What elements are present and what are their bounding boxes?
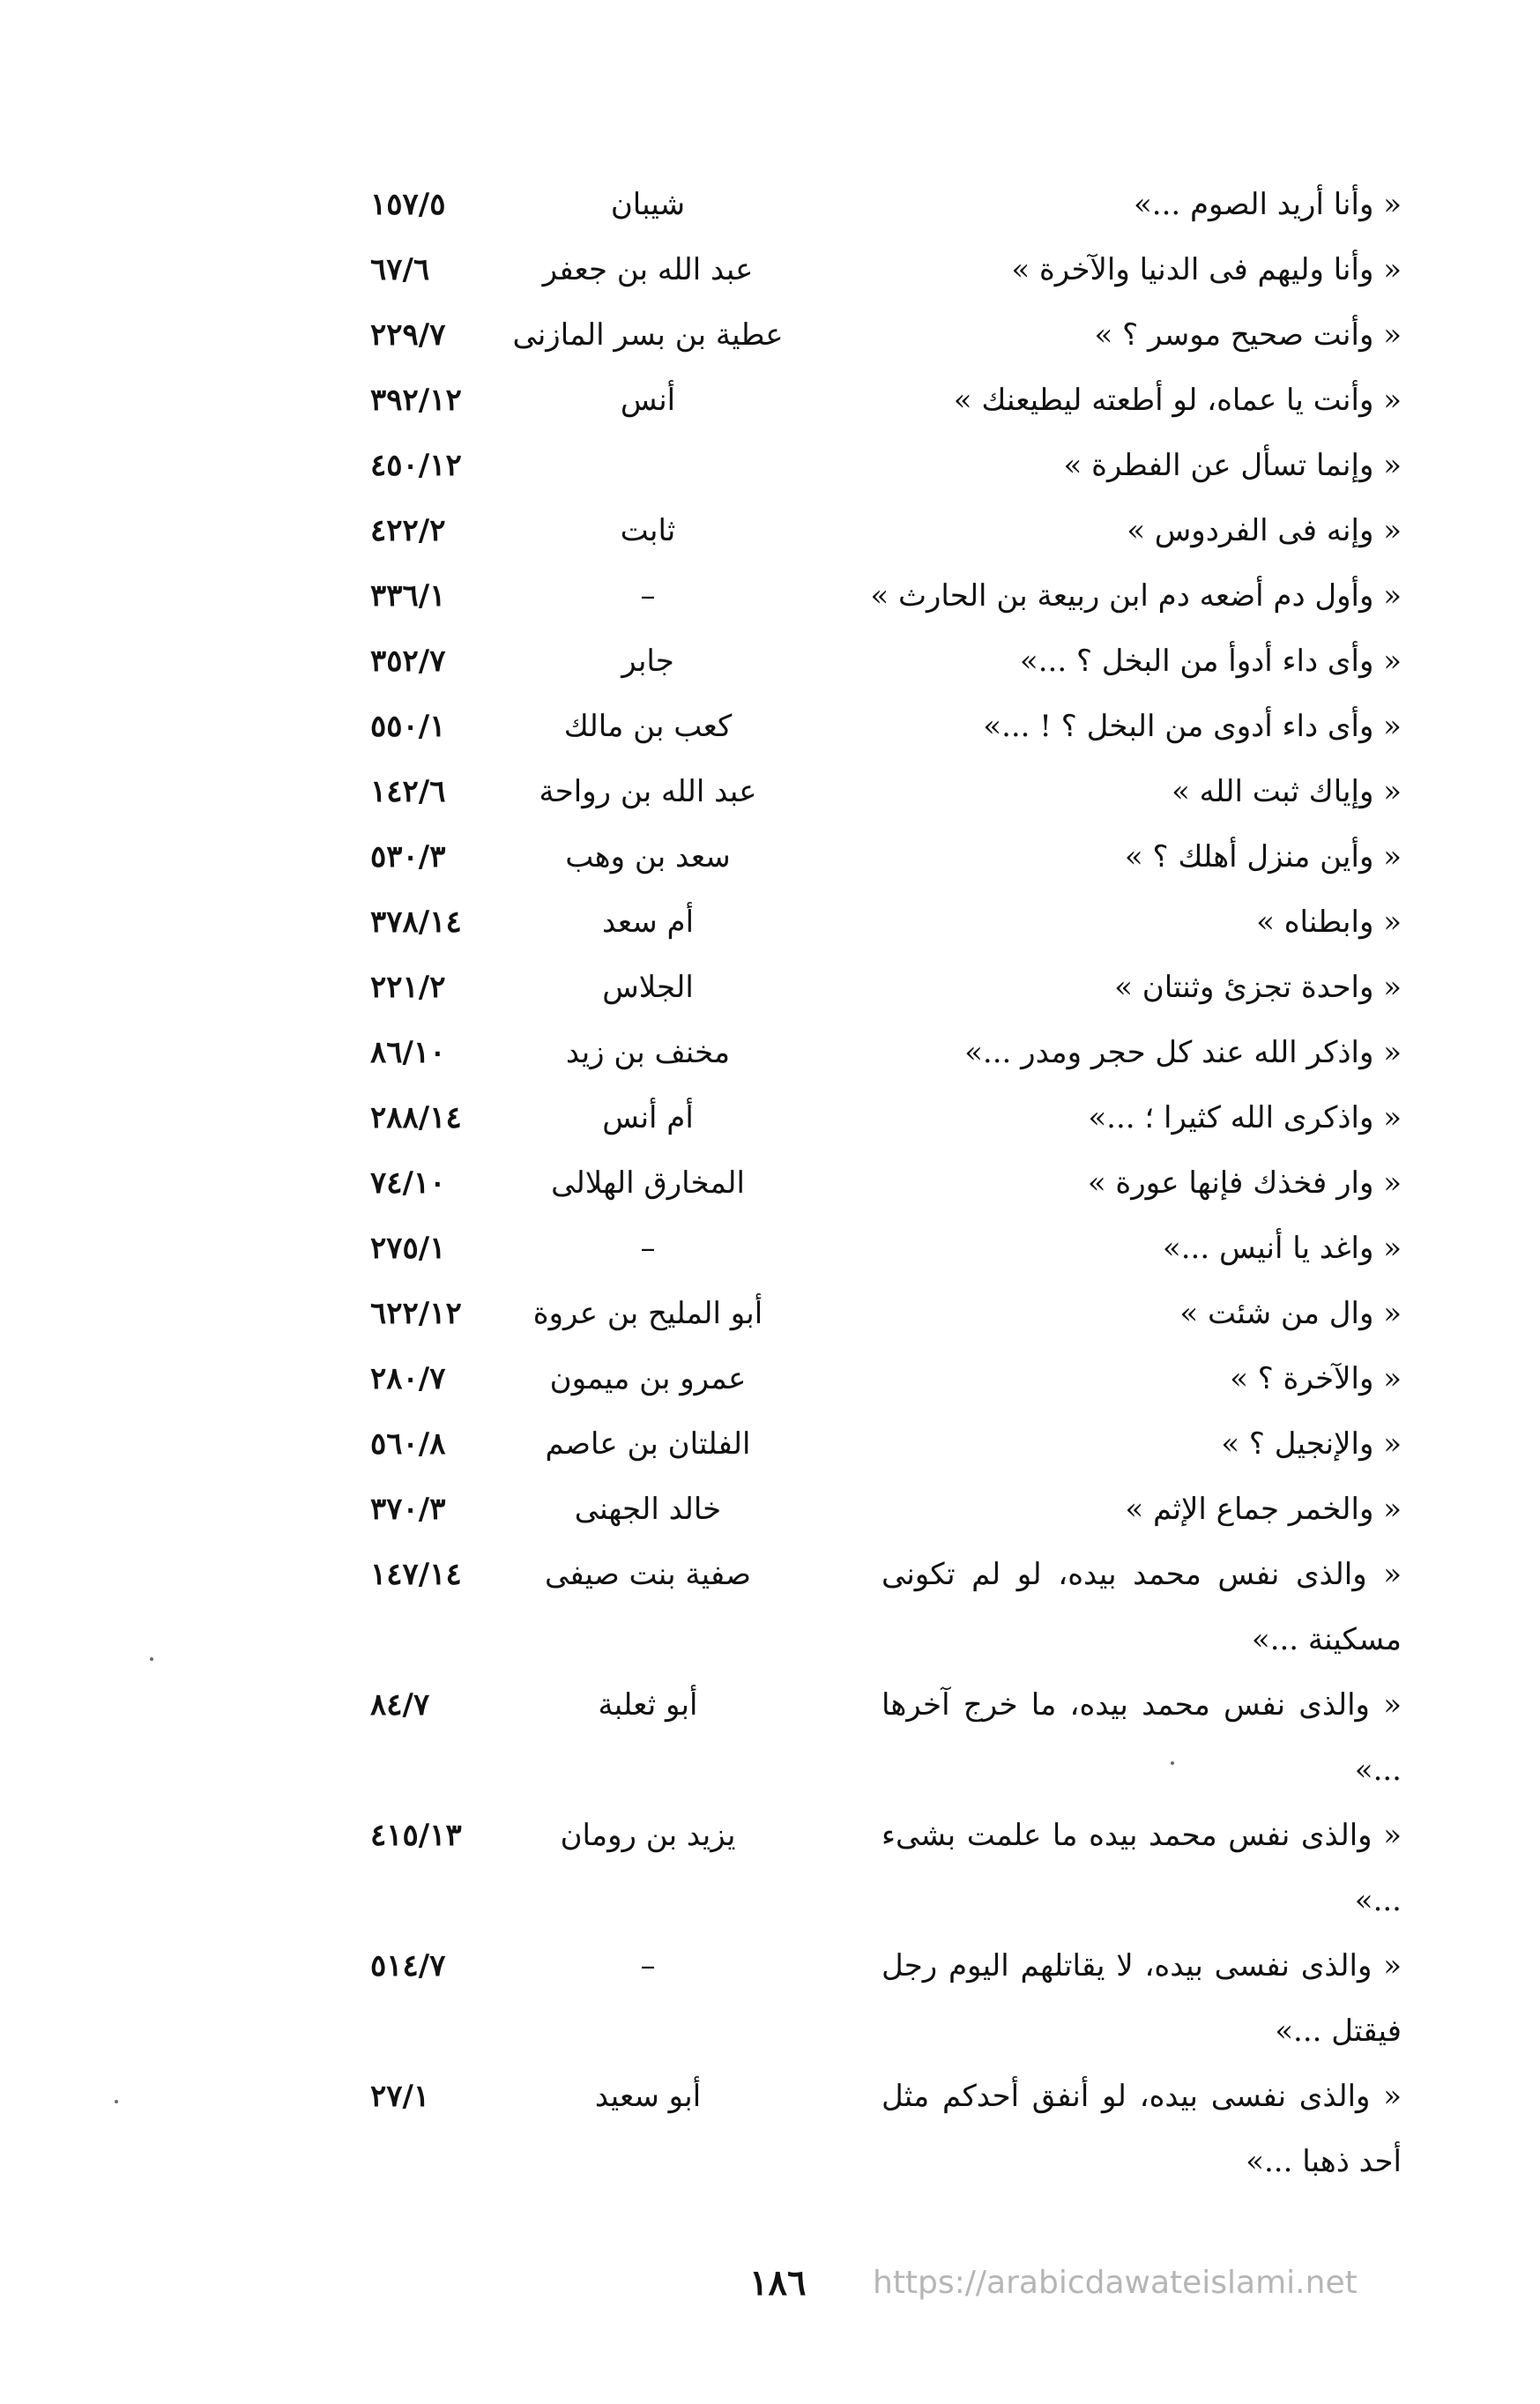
narrator-name: يزيد بن رومان bbox=[560, 1818, 736, 1853]
hadith-text: « وأنت صحيح موسر ؟ » bbox=[1094, 317, 1402, 353]
index-row bbox=[370, 1216, 1402, 1281]
volume-page-ref: ٨٤/٧ bbox=[370, 1687, 430, 1723]
volume-page-ref: ٥١٤/٧ bbox=[370, 1948, 446, 1983]
watermark-url: https://arabicdawateislami.net bbox=[873, 2265, 1358, 2301]
narrator-name: أنس bbox=[620, 383, 676, 418]
narrator-name: الفلتان بن عاصم bbox=[545, 1426, 751, 1462]
index-row bbox=[370, 1085, 1402, 1150]
narrator-name: – bbox=[640, 578, 656, 614]
hadith-text: « وأى داء أدوأ من البخل ؟ ...» bbox=[1019, 644, 1402, 679]
index-row bbox=[370, 1281, 1402, 1346]
narrator-name: عمرو بن ميمون bbox=[549, 1361, 747, 1396]
hadith-text: « وأنت يا عماه، لو أطعته ليطيعنك » bbox=[953, 383, 1402, 418]
scan-speck bbox=[115, 2100, 118, 2103]
narrator-name: أم سعد bbox=[601, 904, 695, 940]
hadith-text: « واغد يا أنيس ...» bbox=[1162, 1231, 1402, 1266]
index-row bbox=[370, 1020, 1402, 1085]
hadith-text: « وار فخذك فإنها عورة » bbox=[1087, 1165, 1402, 1201]
volume-page-ref: ٢٧٥/١ bbox=[370, 1231, 446, 1266]
hadith-text: « والذى نفس محمد بيده ما علمت بشىء ...» bbox=[882, 1818, 1402, 1918]
index-row bbox=[370, 237, 1402, 302]
narrator-name: سعد بن وهب bbox=[565, 839, 731, 875]
volume-page-ref: ٥٥٠/١ bbox=[370, 709, 446, 744]
index-row bbox=[370, 759, 1402, 824]
narrator-name: ثابت bbox=[620, 513, 676, 548]
index-row bbox=[370, 433, 1402, 498]
narrator-name: جابر bbox=[621, 644, 674, 679]
volume-page-ref: ٢٨٨/١٤ bbox=[370, 1100, 462, 1135]
index-row bbox=[370, 172, 1402, 237]
volume-page-ref: ٣٧٨/١٤ bbox=[370, 904, 462, 940]
index-row bbox=[370, 1346, 1402, 1411]
index-row bbox=[370, 1672, 1402, 1803]
narrator-name: كعب بن مالك bbox=[563, 709, 733, 744]
hadith-index-table bbox=[370, 172, 1402, 2194]
volume-page-ref: ١٤٢/٦ bbox=[370, 774, 446, 809]
hadith-text: « وأول دم أضعه دم ابن ربيعة بن الحارث » bbox=[870, 578, 1402, 614]
volume-page-ref: ٧٤/١٠ bbox=[370, 1165, 446, 1201]
volume-page-ref: ٥٦٠/٨ bbox=[370, 1426, 446, 1462]
volume-page-ref: ١٥٧/٥ bbox=[370, 187, 446, 222]
volume-page-ref: ٤٥٠/١٢ bbox=[370, 448, 462, 483]
index-row bbox=[370, 498, 1402, 563]
hadith-text: « واحدة تجزئ وثنتان » bbox=[1114, 970, 1402, 1005]
index-row bbox=[370, 1803, 1402, 1933]
hadith-text: « وأى داء أدوى من البخل ؟ ! ...» bbox=[983, 709, 1402, 744]
index-row bbox=[370, 1933, 1402, 2064]
index-row bbox=[370, 1477, 1402, 1542]
narrator-name: المخارق الهلالى bbox=[551, 1165, 745, 1201]
hadith-text: « والذى نفسى بيده، لو أنفق أحدكم مثل أحد ذهبا ...» bbox=[882, 2079, 1402, 2179]
index-row bbox=[370, 302, 1402, 368]
narrator-name: أم أنس bbox=[602, 1100, 694, 1135]
volume-page-ref: ٦٢٢/١٢ bbox=[370, 1296, 462, 1331]
narrator-name: – bbox=[640, 1948, 656, 1983]
page-number: ١٨٦ bbox=[749, 2262, 807, 2304]
volume-page-ref: ٤١٥/١٣ bbox=[370, 1818, 462, 1853]
narrator-name: عطية بن بسر المازنى bbox=[512, 317, 784, 353]
narrator-name: شيبان bbox=[610, 187, 686, 222]
hadith-text: « وابطناه » bbox=[1256, 904, 1402, 940]
index-row bbox=[370, 889, 1402, 955]
narrator-name: أبو سعيد bbox=[594, 2079, 702, 2114]
hadith-text: « والإنجيل ؟ » bbox=[1221, 1426, 1402, 1462]
narrator-name: – bbox=[640, 1231, 656, 1266]
volume-page-ref: ٣٣٦/١ bbox=[370, 578, 446, 614]
index-row bbox=[370, 2064, 1402, 2194]
hadith-text: « والذى نفسى بيده، لا يقاتلهم اليوم رجل فيقتل ...» bbox=[882, 1948, 1402, 2049]
hadith-text: « واذكرى الله كثيرا ؛ ...» bbox=[1088, 1100, 1402, 1135]
hadith-text: « والخمر جماع الإثم » bbox=[1125, 1492, 1402, 1527]
narrator-name: أبو ثعلبة bbox=[598, 1687, 698, 1723]
volume-page-ref: ٥٣٠/٣ bbox=[370, 839, 446, 875]
narrator-name: مخنف بن زيد bbox=[565, 1035, 731, 1070]
volume-page-ref: ٣٧٠/٣ bbox=[370, 1492, 446, 1527]
index-row bbox=[370, 1542, 1402, 1672]
volume-page-ref: ٦٧/٦ bbox=[370, 252, 430, 287]
volume-page-ref: ٢٧/١ bbox=[370, 2079, 430, 2114]
volume-page-ref: ٢٢٩/٧ bbox=[370, 317, 446, 353]
index-row bbox=[370, 694, 1402, 759]
narrator-name: الجلاس bbox=[602, 970, 694, 1005]
narrator-name: عبد الله بن جعفر bbox=[542, 252, 754, 287]
index-row bbox=[370, 1411, 1402, 1477]
hadith-text: « وإياك ثبت الله » bbox=[1172, 774, 1402, 809]
volume-page-ref: ٢٢١/٢ bbox=[370, 970, 446, 1005]
page-footer bbox=[0, 2257, 1540, 2310]
narrator-name: خالد الجهنى bbox=[574, 1492, 722, 1527]
hadith-text: « والذى نفس محمد بيده، لو لم تكونى مسكينة ...» bbox=[882, 1557, 1402, 1657]
narrator-name: عبد الله بن رواحة bbox=[539, 774, 757, 809]
hadith-text: « وأنا أريد الصوم ...» bbox=[1133, 187, 1402, 222]
hadith-text: « وإنه فى الفردوس » bbox=[1127, 513, 1402, 548]
index-row bbox=[370, 563, 1402, 629]
narrator-name: أبو المليح بن عروة bbox=[532, 1296, 763, 1331]
hadith-text: « وال من شئت » bbox=[1179, 1296, 1402, 1331]
index-row bbox=[370, 824, 1402, 889]
scan-speck bbox=[1171, 1761, 1174, 1765]
hadith-text: « وأنا وليهم فى الدنيا والآخرة » bbox=[1011, 252, 1402, 287]
hadith-text: « والآخرة ؟ » bbox=[1230, 1361, 1402, 1396]
index-row bbox=[370, 955, 1402, 1020]
volume-page-ref: ٣٩٢/١٢ bbox=[370, 383, 462, 418]
hadith-text: « والذى نفس محمد بيده، ما خرج آخرها ...» bbox=[882, 1687, 1402, 1788]
volume-page-ref: ٨٦/١٠ bbox=[370, 1035, 446, 1070]
index-row bbox=[370, 1150, 1402, 1216]
index-row bbox=[370, 368, 1402, 433]
volume-page-ref: ٢٨٠/٧ bbox=[370, 1361, 446, 1396]
volume-page-ref: ٤٢٢/٢ bbox=[370, 513, 446, 548]
narrator-name: صفية بنت صيفى bbox=[545, 1557, 751, 1592]
volume-page-ref: ٣٥٢/٧ bbox=[370, 644, 446, 679]
hadith-text: « وأين منزل أهلك ؟ » bbox=[1124, 839, 1402, 875]
hadith-text: « واذكر الله عند كل حجر ومدر ...» bbox=[964, 1035, 1402, 1070]
scan-speck bbox=[150, 1657, 153, 1661]
index-row bbox=[370, 629, 1402, 694]
volume-page-ref: ١٤٧/١٤ bbox=[370, 1557, 462, 1592]
hadith-text: « وإنما تسأل عن الفطرة » bbox=[1063, 448, 1402, 483]
